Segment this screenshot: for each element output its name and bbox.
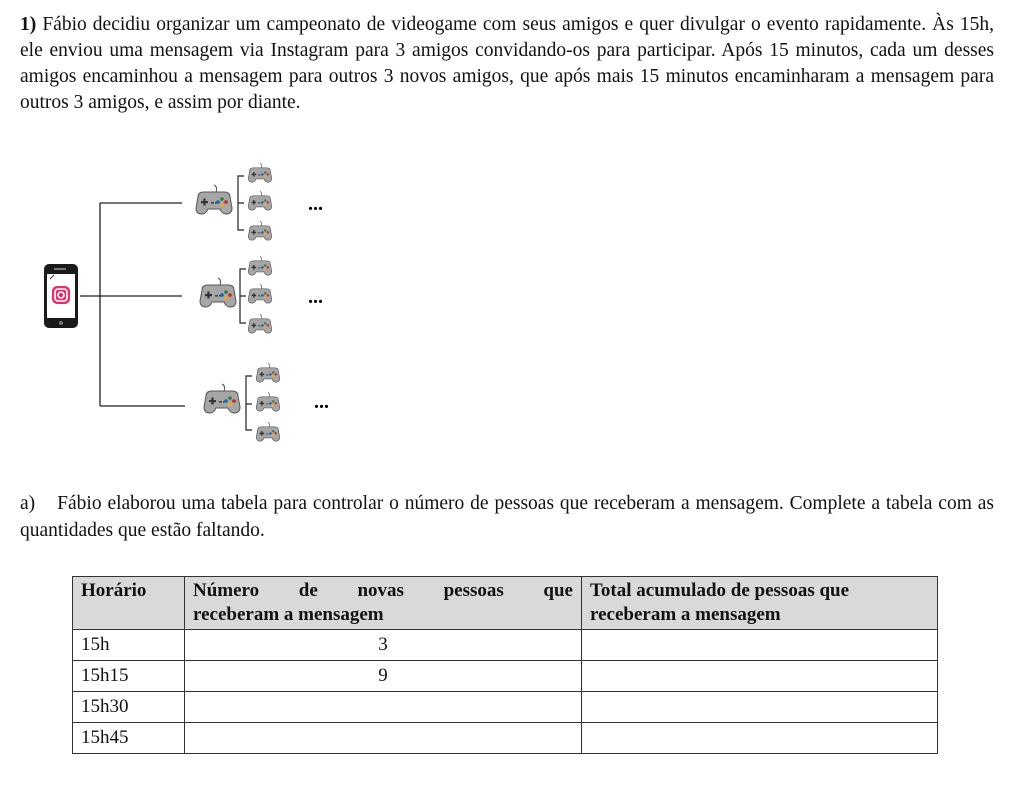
cell-time: 15h30	[73, 692, 185, 723]
cell-new-people[interactable]: 9	[185, 661, 582, 692]
cell-time: 15h15	[73, 661, 185, 692]
table-row	[73, 630, 938, 661]
game-controller-icon	[256, 363, 279, 382]
ellipsis: ...	[314, 391, 329, 413]
cell-new-people[interactable]	[185, 692, 582, 723]
phone-instagram-icon	[44, 264, 78, 328]
header-total-accumulated	[582, 577, 938, 630]
game-controller-icon	[196, 185, 232, 214]
game-controller-icon	[248, 256, 271, 275]
item-a-statement: Fábio elaborou uma tabela para controlar o número de pessoas que receberam a mensagem. Complete a tabela com as quantidades que estão faltando.	[20, 493, 994, 541]
question-text-block	[20, 12, 994, 116]
game-controller-icon	[248, 284, 271, 303]
header-new-people-line2: receberam a mensagem	[193, 604, 384, 625]
friend-branch-1	[196, 163, 323, 240]
table-row	[73, 723, 938, 754]
tree-connector-lines	[80, 203, 185, 406]
header-horario: Horário	[73, 577, 185, 630]
table-row	[73, 661, 938, 692]
message-count-table	[72, 576, 938, 754]
ellipsis: ...	[308, 193, 323, 215]
question-number: 1)	[20, 14, 37, 35]
game-controller-icon	[200, 278, 236, 307]
table-header-row	[73, 577, 938, 630]
cell-total[interactable]	[582, 723, 938, 754]
game-controller-icon	[248, 314, 271, 333]
item-a-text-block	[20, 490, 994, 544]
header-new-people-line1: Número de novas pessoas que	[193, 580, 573, 601]
game-controller-icon	[256, 392, 279, 411]
header-total-line1: Total acumulado de pessoas que	[590, 580, 850, 601]
cell-new-people[interactable]	[185, 723, 582, 754]
game-controller-icon	[256, 422, 279, 441]
bracket	[238, 176, 244, 230]
question-statement: Fábio decidiu organizar um campeonato de videogame com seus amigos e quer divulgar o evento rapidamente. Às 15h, ele enviou uma mensagem via Instagram para 3 amigos convidando-os para participar. Após 15 minutos, cada um desses amigos encaminhou a mensagem para outros 3 novos amigos, que após mais 15 minutos encaminharam a mensagem para outros 3 amigos, e assim por diante.	[20, 14, 994, 113]
header-new-people	[185, 577, 582, 630]
bracket	[240, 269, 246, 323]
table-row	[73, 692, 938, 723]
game-controller-icon	[248, 191, 271, 210]
game-controller-icon	[248, 221, 271, 240]
cell-time: 15h	[73, 630, 185, 661]
cell-time: 15h45	[73, 723, 185, 754]
item-a-label: a)	[20, 493, 36, 514]
bracket	[246, 376, 252, 430]
cell-total[interactable]	[582, 630, 938, 661]
header-total-line2: receberam a mensagem	[590, 604, 781, 625]
cell-total[interactable]	[582, 692, 938, 723]
message-spread-diagram	[30, 158, 370, 458]
ellipsis: ...	[308, 286, 323, 308]
friend-branch-2	[200, 256, 323, 333]
game-controller-icon	[248, 163, 271, 182]
cell-total[interactable]	[582, 661, 938, 692]
friend-branch-3	[204, 363, 329, 441]
cell-new-people[interactable]: 3	[185, 630, 582, 661]
game-controller-icon	[204, 384, 240, 413]
